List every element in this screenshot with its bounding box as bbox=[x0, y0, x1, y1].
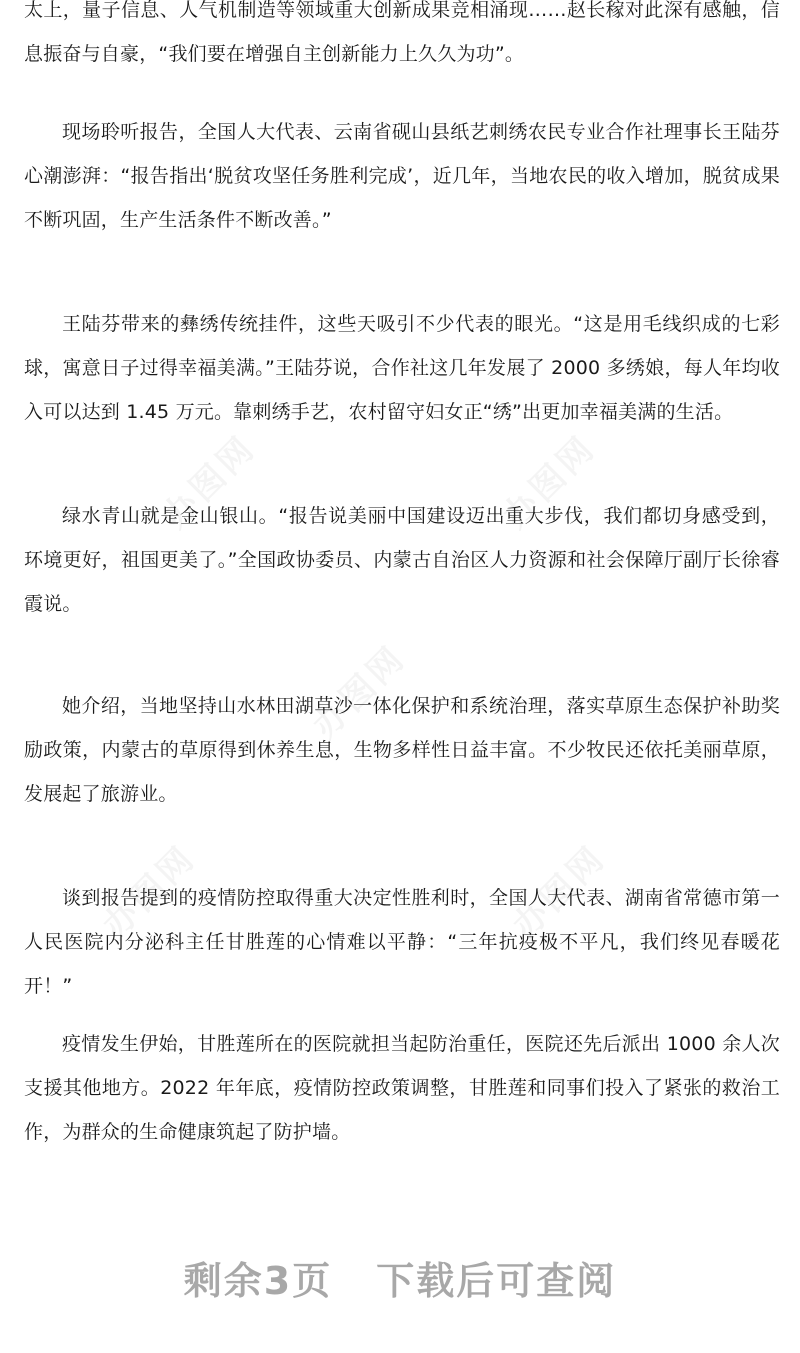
article-paragraph: 太上，量子信息、人气机制造等领域重大创新成果竞相涌现……赵长稼对此深有感触，信息振奋与自豪，“我们要在增强自主创新能力上久久为功”。 bbox=[24, 0, 780, 65]
remaining-pages-label: 剩余3页 bbox=[183, 1259, 333, 1303]
article-paragraph: 王陆芬带来的彝绣传统挂件，这些天吸引不少代表的眼光。“这是用毛线织成的七彩球，寓意日子过得幸福美满。”王陆芬说，合作社这几年发展了 2000 多绣娘，每人年均收入可以达到 1.45 万元。靠刺绣手艺，农村留守妇女正“绣”出更加幸福美满的生活。 bbox=[24, 313, 780, 423]
article-paragraph: 她介绍，当地坚持山水林田湖草沙一体化保护和系统治理，落实草原生态保护补助奖励政策，内蒙古的草原得到休养生息，生物多样性日益丰富。不少牧民还依托美丽草原，发展起了旅游业。 bbox=[24, 695, 780, 805]
article-paragraph: 疫情发生伊始，甘胜莲所在的医院就担当起防治重任，医院还先后派出 1000 余人次支援其他地方。2022 年年底，疫情防控政策调整，甘胜莲和同事们投入了紧张的救治工作，为群众的生命健康筑起了防护墙。 bbox=[24, 1033, 780, 1143]
article-paragraph: 现场聆听报告，全国人大代表、云南省砚山县纸艺刺绣农民专业合作社理事长王陆芬心潮澎湃：“报告指出‘脱贫攻坚任务胜利完成’，近几年，当地农民的收入增加，脱贫成果不断巩固，生产生活条件不断改善。” bbox=[24, 121, 780, 231]
download-prompt[interactable] bbox=[0, 1250, 800, 1305]
article-paragraph: 谈到报告提到的疫情防控取得重大决定性胜利时，全国人大代表、湖南省常德市第一人民医院内分泌科主任甘胜莲的心情难以平静：“三年抗疫极不平凡，我们终见春暖花开！” bbox=[24, 887, 780, 997]
article-paragraph: 绿水青山就是金山银山。“报告说美丽中国建设迈出重大步伐，我们都切身感受到，环境更好，祖国更美了。”全国政协委员、内蒙古自治区人力资源和社会保障厅副厅长徐睿霞说。 bbox=[24, 505, 780, 615]
download-hint-label: 下载后可查阅 bbox=[376, 1259, 617, 1303]
